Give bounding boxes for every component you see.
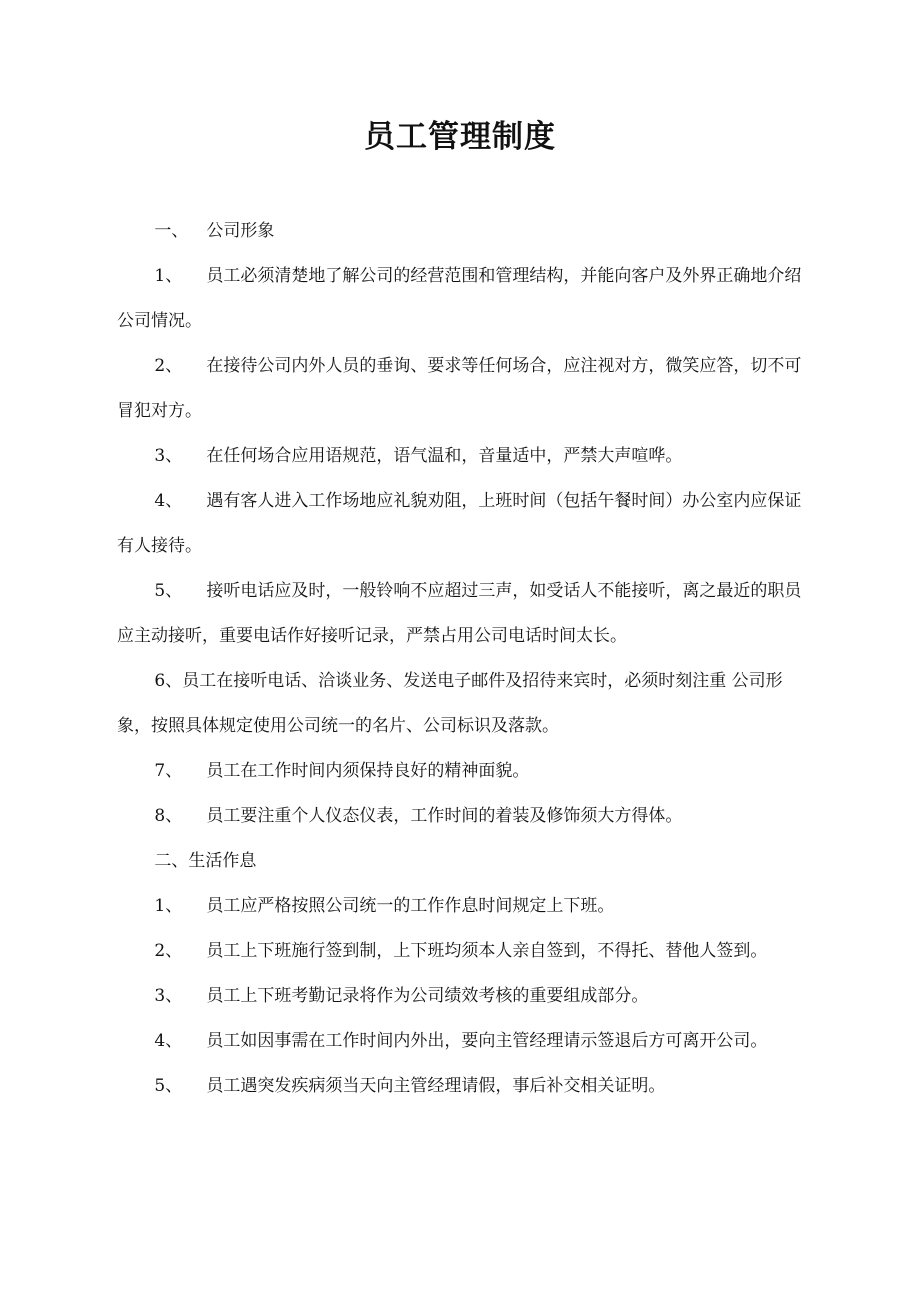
item-text: 员工应严格按照公司统一的工作作息时间规定上下班。 <box>206 896 615 916</box>
item-text: 遇有客人进入工作场地应礼貌劝阻，上班时间（包括午餐时间）办公室内应保证有人接待。 <box>117 491 802 556</box>
item-text: 在接待公司内外人员的垂询、要求等任何场合，应注视对方，微笑应答，切不可冒犯对方。 <box>117 356 802 421</box>
list-item <box>117 1064 807 1109</box>
item-number: 6、 <box>154 671 183 691</box>
list-item <box>117 659 807 749</box>
item-number: 3、 <box>154 986 183 1006</box>
section-title: 二、生活作息 <box>154 851 257 871</box>
section-title: 公司形象 <box>206 221 275 241</box>
document-title: 员工管理制度 <box>364 119 556 155</box>
list-item <box>117 884 807 929</box>
item-text: 员工上下班施行签到制，上下班均须本人亲自签到，不得托、替他人签到。 <box>206 941 768 961</box>
item-text: 接听电话应及时，一般铃响不应超过三声，如受话人不能接听，离之最近的职员应主动接听，重要电话作好接听记录，严禁占用公司电话时间太长。 <box>117 581 802 646</box>
item-number: 5、 <box>154 581 183 601</box>
item-number: 4、 <box>154 1031 183 1051</box>
item-number: 4、 <box>154 491 183 511</box>
section-heading-2 <box>117 839 807 884</box>
item-number: 2、 <box>154 356 183 376</box>
item-number: 1、 <box>154 266 183 286</box>
list-item <box>117 434 807 479</box>
item-text: 员工遇突发疾病须当天向主管经理请假，事后补交相关证明。 <box>206 1076 666 1096</box>
list-item <box>117 749 807 794</box>
list-item <box>117 794 807 839</box>
list-item <box>117 479 807 569</box>
item-number: 2、 <box>154 941 183 961</box>
item-number: 8、 <box>154 806 183 826</box>
item-text: 员工如因事需在工作时间内外出，要向主管经理请示签退后方可离开公司。 <box>206 1031 768 1051</box>
section-number: 一、 <box>154 221 189 241</box>
item-text: 员工上下班考勤记录将作为公司绩效考核的重要组成部分。 <box>206 986 649 1006</box>
item-number: 5、 <box>154 1076 183 1096</box>
item-text: 员工要注重个人仪态仪表，工作时间的着装及修饰须大方得体。 <box>206 806 683 826</box>
item-text: 员工在接听电话、洽谈业务、发送电子邮件及招待来宾时，必须时刻注重 公司形象，按照具体规定使用公司统一的名片、公司标识及落款。 <box>117 671 783 736</box>
item-text: 员工在工作时间内须保持良好的精神面貌。 <box>206 761 530 781</box>
item-text: 员工必须清楚地了解公司的经营范围和管理结构，并能向客户及外界正确地介绍公司情况。 <box>117 266 802 331</box>
list-item <box>117 929 807 974</box>
list-item <box>117 569 807 659</box>
item-number: 3、 <box>154 446 183 466</box>
section-heading-1 <box>117 209 807 254</box>
document-body <box>117 209 807 1109</box>
list-item <box>117 974 807 1019</box>
item-number: 1、 <box>154 896 183 916</box>
list-item <box>117 344 807 434</box>
list-item <box>117 254 807 344</box>
list-item <box>117 1019 807 1064</box>
item-text: 在任何场合应用语规范，语气温和，音量适中，严禁大声喧哗。 <box>206 446 683 466</box>
item-number: 7、 <box>154 761 183 781</box>
